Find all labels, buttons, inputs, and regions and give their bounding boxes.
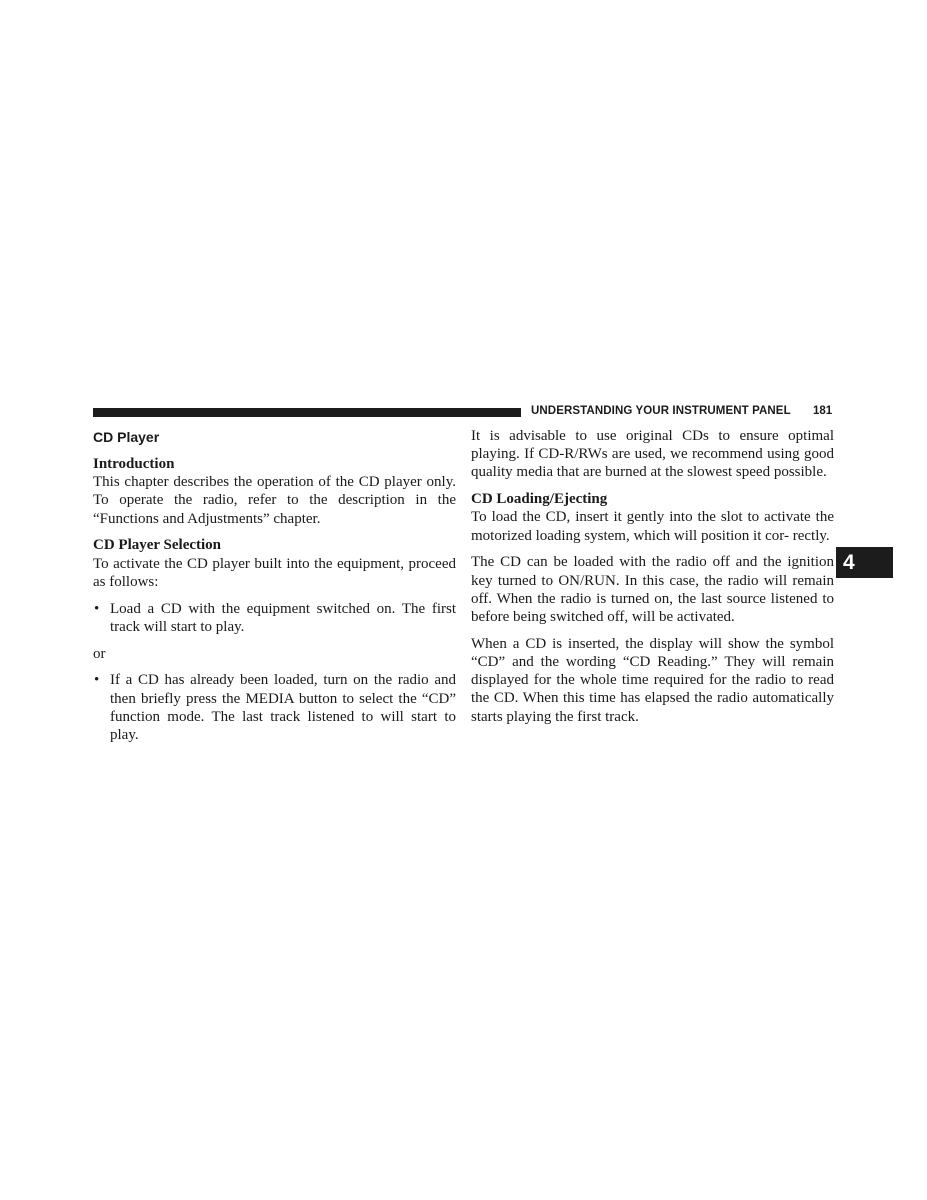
page-number: 181: [813, 405, 833, 417]
header-rule: [93, 408, 521, 417]
introduction-heading: Introduction: [93, 456, 175, 472]
or-text: or: [93, 645, 106, 662]
bullet-marker: •: [94, 600, 100, 617]
introduction-paragraph: This chapter describes the operation of the CD player only. To operate the radio, refer to the description in the “Functions and Adjustments” chapter.: [93, 474, 456, 527]
list-item-text: If a CD has already been loaded, turn on the radio and then briefly press the MEDIA button to select the “CD” function mode. The last track listened to will start to play.: [110, 672, 456, 744]
left-column: [93, 427, 456, 753]
running-header-title: UNDERSTANDING YOUR INSTRUMENT PANEL: [531, 405, 791, 417]
advice-paragraph: It is advisable to use original CDs to ensure optimal playing. If CD-R/RWs are used, we recommend using good quality media that are burned at the slowest speed possible.: [471, 428, 834, 481]
list-item-text: Load a CD with the equipment switched on. The first track will start to play.: [110, 600, 456, 635]
inserted-paragraph: When a CD is inserted, the display will show the symbol “CD” and the wording “CD Reading.” They will remain displayed for the whole time required for the radio to read the CD. When this time has elapsed the radio automatically starts playing the first track.: [471, 635, 834, 725]
right-column: [471, 427, 834, 734]
list-item: [93, 600, 456, 636]
loading-paragraph: To load the CD, insert it gently into the slot to activate the motorized loading system, which will position it cor- rectly.: [471, 509, 834, 544]
list-item: [93, 671, 456, 744]
section-title: CD Player: [93, 429, 160, 445]
selection-heading: CD Player Selection: [93, 537, 222, 554]
selection-paragraph: To activate the CD player built into the equipment, proceed as follows:: [93, 555, 456, 590]
bullet-marker: •: [94, 672, 100, 689]
ignition-paragraph: The CD can be loaded with the radio off and the ignition key turned to ON/RUN. In this case, the radio will remain off. When the radio is turned on, the last source listened to before being switched off, will be activated.: [471, 554, 834, 626]
chapter-tab: 4: [836, 547, 893, 578]
loading-heading: CD Loading/Ejecting: [471, 491, 608, 508]
